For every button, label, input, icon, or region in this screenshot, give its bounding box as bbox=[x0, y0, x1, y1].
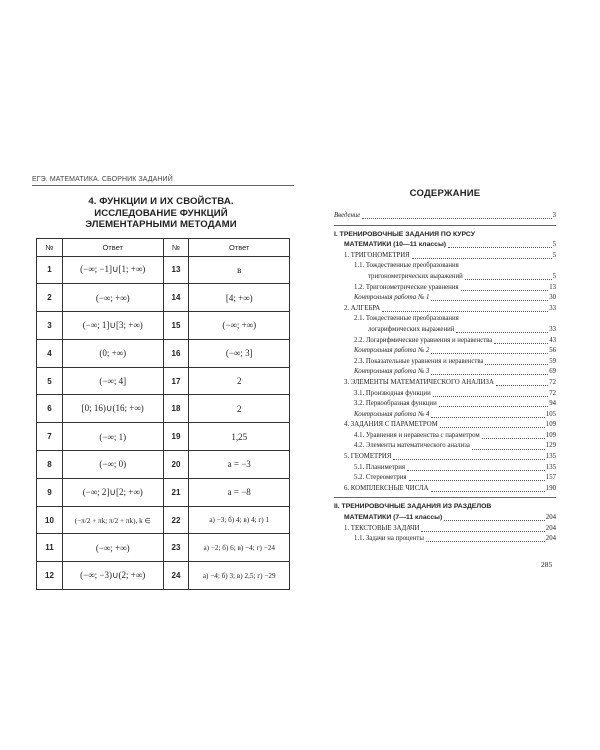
answer-number: 12 bbox=[37, 562, 63, 590]
toc-entry-page: 3 bbox=[552, 212, 556, 219]
section-title bbox=[32, 196, 290, 231]
answer-number: 6 bbox=[37, 395, 63, 423]
dot-leader bbox=[482, 438, 545, 439]
toc-entry-label: МАТЕМАТИКИ (10—11 классы) bbox=[344, 241, 447, 249]
toc-entry-label: 3.2. Первообразная функции bbox=[354, 400, 437, 408]
dot-leader bbox=[431, 374, 548, 375]
toc-divider bbox=[334, 225, 556, 226]
toc-entry-label: 6. КОМПЛЕКСНЫЕ ЧИСЛА bbox=[344, 484, 429, 492]
table-row bbox=[37, 478, 290, 506]
answer-value: а) −4; б) 3; в) 2,5; г) −29 bbox=[189, 562, 290, 590]
toc-entry-page: 135 bbox=[545, 453, 556, 461]
toc-entry-page: 204 bbox=[545, 524, 556, 532]
toc-entry-label: 2.3. Показательные уравнения и неравенства bbox=[354, 357, 484, 365]
toc-entry[interactable] bbox=[334, 293, 556, 304]
toc-entry-label: 1. ТРИГОНОМЕТРИЯ bbox=[344, 251, 410, 259]
answer-value: (−∞; 1) bbox=[62, 423, 163, 451]
answer-number: 2 bbox=[37, 284, 63, 312]
toc-entry-page: 69 bbox=[549, 368, 556, 376]
toc-entry[interactable] bbox=[334, 389, 556, 400]
toc-entry-label: Контрольная работа № 2 bbox=[354, 347, 430, 355]
toc-entry-label: 2. АЛГЕБРА bbox=[344, 304, 381, 312]
answer-number: 17 bbox=[163, 367, 189, 395]
toc-entry-label: 2.1. Тождественные преобразования bbox=[354, 315, 459, 323]
column-header: № bbox=[37, 238, 63, 256]
dot-leader bbox=[426, 541, 545, 542]
toc-entry-label: 1.2. Тригонометрические уравнения bbox=[354, 283, 459, 291]
toc-entry-label: 5.1. Планиметрия bbox=[354, 463, 406, 471]
answer-value: (−∞; 4] bbox=[62, 367, 163, 395]
toc-entry[interactable] bbox=[334, 230, 556, 241]
table-row bbox=[37, 284, 290, 312]
toc-entry[interactable] bbox=[334, 304, 556, 315]
toc-title: СОДЕРЖАНИЕ bbox=[409, 188, 481, 199]
table-row bbox=[37, 534, 290, 562]
toc-entry[interactable] bbox=[334, 410, 556, 421]
answer-value: (−∞; −3)∪(2; +∞) bbox=[62, 562, 163, 590]
toc-entry[interactable] bbox=[334, 357, 556, 368]
answer-value: а) −3; б) 4; в) 4; г) 1 bbox=[189, 506, 290, 534]
toc-entry-label: 5.2. Стереометрия bbox=[354, 474, 407, 482]
toc-entry[interactable] bbox=[334, 240, 556, 251]
answer-value: [0; 16)∪(16; +∞) bbox=[62, 395, 163, 423]
toc-entry[interactable] bbox=[334, 484, 556, 495]
answer-number: 22 bbox=[163, 506, 189, 534]
toc-entry-label: Введение bbox=[334, 212, 361, 219]
toc-entry-label: 2.2. Логарифмические уравнения и неравенства bbox=[354, 336, 493, 344]
toc-entry[interactable] bbox=[334, 441, 556, 452]
toc-entry-label: 4.2. Элементы математического анализа bbox=[354, 442, 470, 450]
toc-entry-page: 13 bbox=[549, 283, 556, 291]
right-page bbox=[334, 188, 556, 545]
toc-entry[interactable] bbox=[334, 336, 556, 347]
toc-entry-page: 109 bbox=[545, 421, 556, 429]
answer-number: 11 bbox=[37, 534, 63, 562]
toc-entry-label: Контрольная работа № 1 bbox=[354, 294, 430, 302]
dot-leader bbox=[412, 258, 552, 259]
toc-entry-label: МАТЕМАТИКИ (7—11 классы) bbox=[344, 514, 443, 522]
dot-leader bbox=[496, 385, 548, 386]
toc-entry-page: 59 bbox=[549, 357, 556, 365]
toc-entry-label: тригонометрических выражений bbox=[368, 272, 463, 280]
toc-entry-page: 190 bbox=[545, 484, 556, 492]
toc-entry-page: 135 bbox=[545, 463, 556, 471]
dot-leader bbox=[494, 343, 548, 344]
dot-leader bbox=[409, 480, 545, 481]
dot-leader bbox=[472, 449, 545, 450]
column-header: № bbox=[163, 238, 189, 256]
toc-entry-page: 72 bbox=[549, 378, 556, 386]
toc-entry-label: Контрольная работа № 4 bbox=[354, 410, 430, 418]
toc-entry[interactable] bbox=[334, 378, 556, 389]
toc-entry-page: 204 bbox=[545, 535, 556, 543]
answer-number: 20 bbox=[163, 451, 189, 479]
answers-table bbox=[36, 238, 290, 591]
table-of-contents bbox=[334, 211, 556, 545]
dot-leader bbox=[431, 353, 548, 354]
answer-number: 10 bbox=[37, 506, 63, 534]
toc-entry-page: 129 bbox=[545, 442, 556, 450]
running-head: ЕГЭ. МАТЕМАТИКА. СБОРНИК ЗАДАНИЙ bbox=[32, 176, 294, 186]
toc-entry[interactable] bbox=[334, 473, 556, 484]
toc-entry-page: 109 bbox=[545, 431, 556, 439]
answer-value: 2 bbox=[189, 367, 290, 395]
toc-entry-label: 1.1. Задачи на проценты bbox=[354, 535, 424, 543]
toc-entry-page: 105 bbox=[545, 410, 556, 418]
dot-leader bbox=[439, 406, 549, 407]
toc-entry[interactable] bbox=[334, 524, 556, 535]
answer-value: (−∞; 1]∪[3; +∞) bbox=[62, 312, 163, 340]
toc-entry[interactable] bbox=[334, 261, 556, 272]
answer-number: 13 bbox=[163, 256, 189, 284]
toc-entry-page: 43 bbox=[549, 336, 556, 344]
toc-entry-label: 1.1. Тождественные преобразования bbox=[354, 262, 459, 270]
table-row bbox=[37, 395, 290, 423]
left-page bbox=[32, 176, 290, 590]
title-line: ИССЛЕДОВАНИЕ ФУНКЦИЙ bbox=[94, 207, 228, 219]
dot-leader bbox=[433, 396, 548, 397]
dot-leader bbox=[407, 470, 545, 471]
answer-number: 1 bbox=[37, 256, 63, 284]
dot-leader bbox=[461, 290, 549, 291]
table-row bbox=[37, 256, 290, 284]
toc-entry-page: 94 bbox=[549, 400, 556, 408]
toc-entry-page: 56 bbox=[549, 347, 556, 355]
title-line: ЭЛЕМЕНТАРНЫМИ МЕТОДАМИ bbox=[85, 219, 237, 230]
answer-value: (−∞; +∞) bbox=[62, 534, 163, 562]
answer-value: [4; +∞) bbox=[189, 284, 290, 312]
toc-entry[interactable] bbox=[334, 314, 556, 325]
toc-entry-label: I. ТРЕНИРОВОЧНЫЕ ЗАДАНИЯ ПО КУРСУ bbox=[334, 230, 475, 238]
toc-entry-page: 157 bbox=[545, 474, 556, 482]
toc-entry-label: 5. ГЕОМЕТРИЯ bbox=[344, 453, 392, 461]
toc-entry-label: Контрольная работа № 3 bbox=[354, 368, 430, 376]
toc-entry-page: 33 bbox=[549, 304, 556, 312]
dot-leader bbox=[431, 417, 544, 418]
dot-leader bbox=[485, 364, 548, 365]
toc-entry-page: 5 bbox=[552, 241, 556, 249]
toc-entry[interactable] bbox=[334, 251, 556, 262]
toc-entry-label: 4.1. Уравнения и неравенства с параметром bbox=[354, 431, 480, 439]
toc-entry-label: 4. ЗАДАНИЯ С ПАРАМЕТРОМ bbox=[344, 421, 438, 429]
answer-number: 18 bbox=[163, 395, 189, 423]
answer-value: (−∞; 2]∪[2; +∞) bbox=[62, 478, 163, 506]
dot-leader bbox=[362, 218, 551, 219]
dot-leader bbox=[431, 491, 545, 492]
dot-leader bbox=[448, 247, 552, 248]
table-row bbox=[37, 423, 290, 451]
toc-divider bbox=[334, 497, 556, 498]
answer-value: в bbox=[189, 256, 290, 284]
toc-entry[interactable] bbox=[334, 513, 556, 524]
page-number: 285 bbox=[541, 560, 553, 569]
dot-leader bbox=[393, 459, 544, 460]
answer-number: 14 bbox=[163, 284, 189, 312]
answer-value: (0; +∞) bbox=[62, 339, 163, 367]
toc-entry[interactable] bbox=[334, 502, 556, 513]
answer-number: 24 bbox=[163, 562, 189, 590]
dot-leader bbox=[440, 427, 545, 428]
toc-entry-label: II. ТРЕНИРОВОЧНЫЕ ЗАДАНИЯ ИЗ РАЗДЕЛОВ bbox=[334, 503, 492, 511]
answer-value: 1,25 bbox=[189, 423, 290, 451]
toc-entry-label: 1. ТЕКСТОВЫЕ ЗАДАЧИ bbox=[344, 524, 420, 532]
answer-value: (−∞; +∞) bbox=[189, 312, 290, 340]
answer-number: 3 bbox=[37, 312, 63, 340]
toc-entry-page: 204 bbox=[545, 514, 556, 522]
toc-entry[interactable] bbox=[334, 346, 556, 357]
answer-value: а) −2; б) 6; в) −4; г) −24 bbox=[189, 534, 290, 562]
dot-leader bbox=[444, 520, 545, 521]
dot-leader bbox=[456, 332, 548, 333]
answer-number: 19 bbox=[163, 423, 189, 451]
toc-entry[interactable] bbox=[334, 272, 556, 283]
answer-value: (−π/2 + πk; π/2 + πk), k ∈ bbox=[62, 506, 163, 534]
table-row bbox=[37, 506, 290, 534]
toc-entry-label: логарифмических выражений bbox=[368, 325, 455, 333]
toc-entry[interactable] bbox=[334, 463, 556, 474]
toc-entry[interactable] bbox=[334, 211, 556, 222]
toc-entry-page: 30 bbox=[549, 294, 556, 302]
title-line: 4. ФУНКЦИИ И ИХ СВОЙСТВА. bbox=[88, 196, 234, 207]
toc-entry[interactable] bbox=[334, 420, 556, 431]
toc-entry-label: 3. ЭЛЕМЕНТЫ МАТЕМАТИЧЕСКОГО АНАЛИЗА bbox=[344, 378, 494, 386]
toc-entry[interactable] bbox=[334, 367, 556, 378]
toc-entry-page: 5 bbox=[552, 251, 556, 259]
toc-entry-page: 72 bbox=[549, 389, 556, 397]
table-row bbox=[37, 312, 290, 340]
table-row bbox=[37, 367, 290, 395]
toc-entry[interactable] bbox=[334, 399, 556, 410]
answer-value: a = −3 bbox=[189, 451, 290, 479]
answer-value: (−∞; 0) bbox=[62, 451, 163, 479]
answer-number: 21 bbox=[163, 478, 189, 506]
toc-entry[interactable] bbox=[334, 325, 556, 336]
answer-number: 7 bbox=[37, 423, 63, 451]
toc-entry-page: 5 bbox=[552, 272, 556, 280]
toc-entry-page: 33 bbox=[549, 325, 556, 333]
answer-value: 2 bbox=[189, 395, 290, 423]
dot-leader bbox=[431, 300, 548, 301]
answer-number: 15 bbox=[163, 312, 189, 340]
column-header: Ответ bbox=[62, 238, 163, 256]
answer-value: (−∞; +∞) bbox=[62, 284, 163, 312]
answer-number: 23 bbox=[163, 534, 189, 562]
table-row bbox=[37, 339, 290, 367]
toc-entry[interactable] bbox=[334, 431, 556, 442]
toc-entry[interactable] bbox=[334, 534, 556, 545]
answer-value: (−∞; 3] bbox=[189, 339, 290, 367]
table-header-row bbox=[37, 238, 290, 256]
answer-number: 9 bbox=[37, 478, 63, 506]
answer-number: 8 bbox=[37, 451, 63, 479]
table-row bbox=[37, 562, 290, 590]
toc-entry-label: 3.1. Производная функции bbox=[354, 389, 431, 397]
answer-number: 5 bbox=[37, 367, 63, 395]
answer-value: (−∞; −1]∪[1; +∞) bbox=[62, 256, 163, 284]
answer-number: 16 bbox=[163, 339, 189, 367]
table-row bbox=[37, 451, 290, 479]
answer-value: a = −8 bbox=[189, 478, 290, 506]
dot-leader bbox=[421, 531, 544, 532]
toc-entry[interactable] bbox=[334, 452, 556, 463]
dot-leader bbox=[465, 279, 552, 280]
toc-entry[interactable] bbox=[334, 283, 556, 294]
answer-number: 4 bbox=[37, 339, 63, 367]
column-header: Ответ bbox=[189, 238, 290, 256]
dot-leader bbox=[382, 311, 548, 312]
